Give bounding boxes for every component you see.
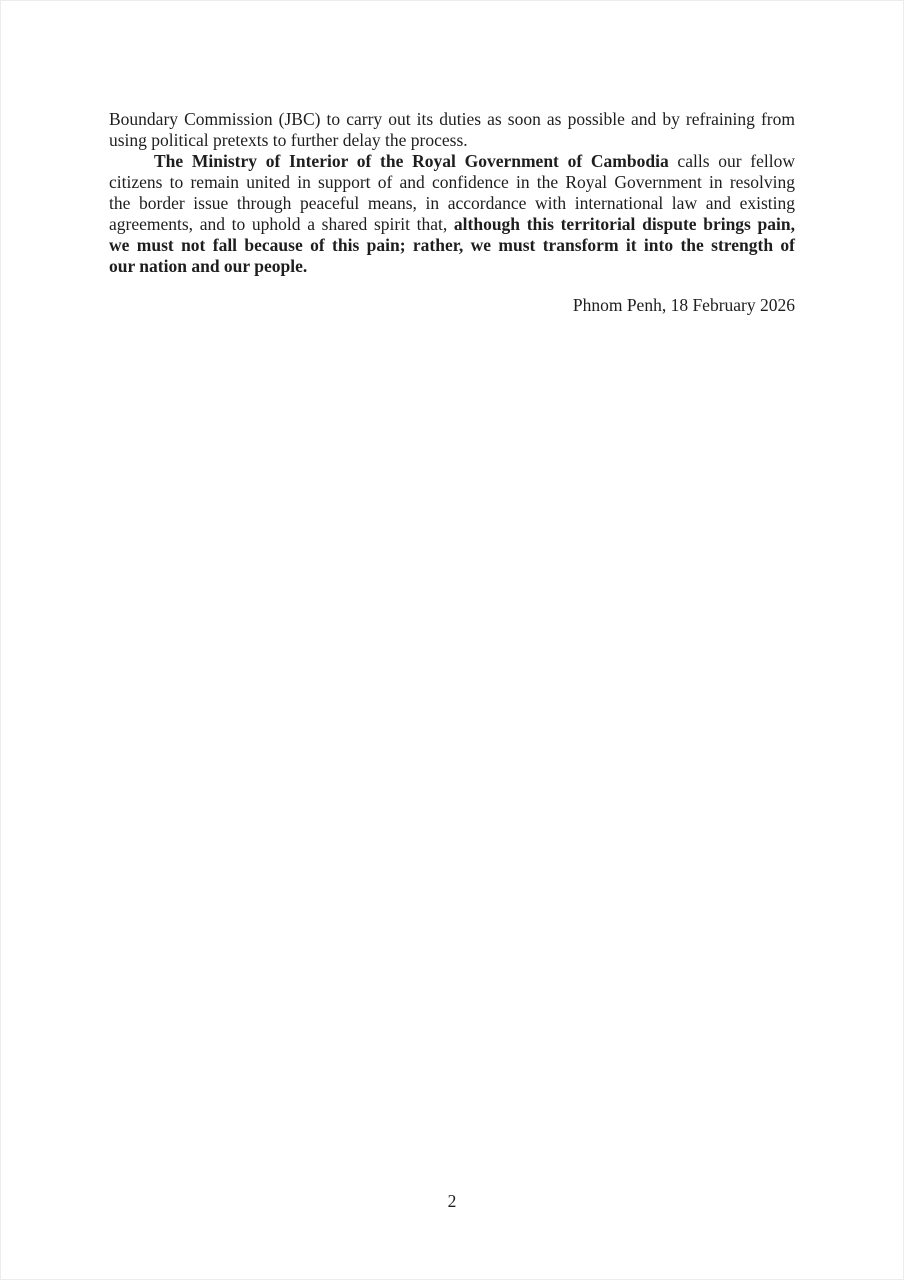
paragraph bbox=[109, 109, 795, 151]
text-line bbox=[109, 256, 795, 277]
text-line bbox=[109, 193, 795, 214]
page-number: 2 bbox=[447, 1191, 457, 1211]
text-line bbox=[109, 235, 795, 256]
text-line bbox=[109, 172, 795, 193]
bold-text-run: we must not fall because of this pain; rather, we must transform it into the strength of bbox=[109, 235, 795, 255]
bold-text-run: The Ministry of Interior of the Royal Government of Cambodia bbox=[154, 151, 669, 171]
text-run: Boundary Commission (JBC) to carry out its duties as soon as possible and by refraining from bbox=[109, 109, 795, 129]
text-line bbox=[109, 109, 795, 130]
text-line bbox=[109, 151, 795, 172]
text-run: calls our fellow bbox=[668, 151, 795, 171]
text-run: using political pretexts to further delay the process. bbox=[109, 130, 468, 150]
paragraph bbox=[109, 151, 795, 277]
dateline: Phnom Penh, 18 February 2026 bbox=[572, 295, 795, 315]
bold-text-run: although this territorial dispute brings pain, bbox=[453, 214, 795, 234]
text-run: the border issue through peaceful means, in accordance with international law and existing bbox=[109, 193, 795, 213]
text-line bbox=[109, 214, 795, 235]
document-body bbox=[109, 109, 795, 316]
text-line bbox=[109, 130, 795, 151]
bold-text-run: our nation and our people. bbox=[109, 256, 308, 276]
text-run: citizens to remain united in support of and confidence in the Royal Government in resolving bbox=[109, 172, 795, 192]
text-run: agreements, and to uphold a shared spirit that, bbox=[109, 214, 454, 234]
